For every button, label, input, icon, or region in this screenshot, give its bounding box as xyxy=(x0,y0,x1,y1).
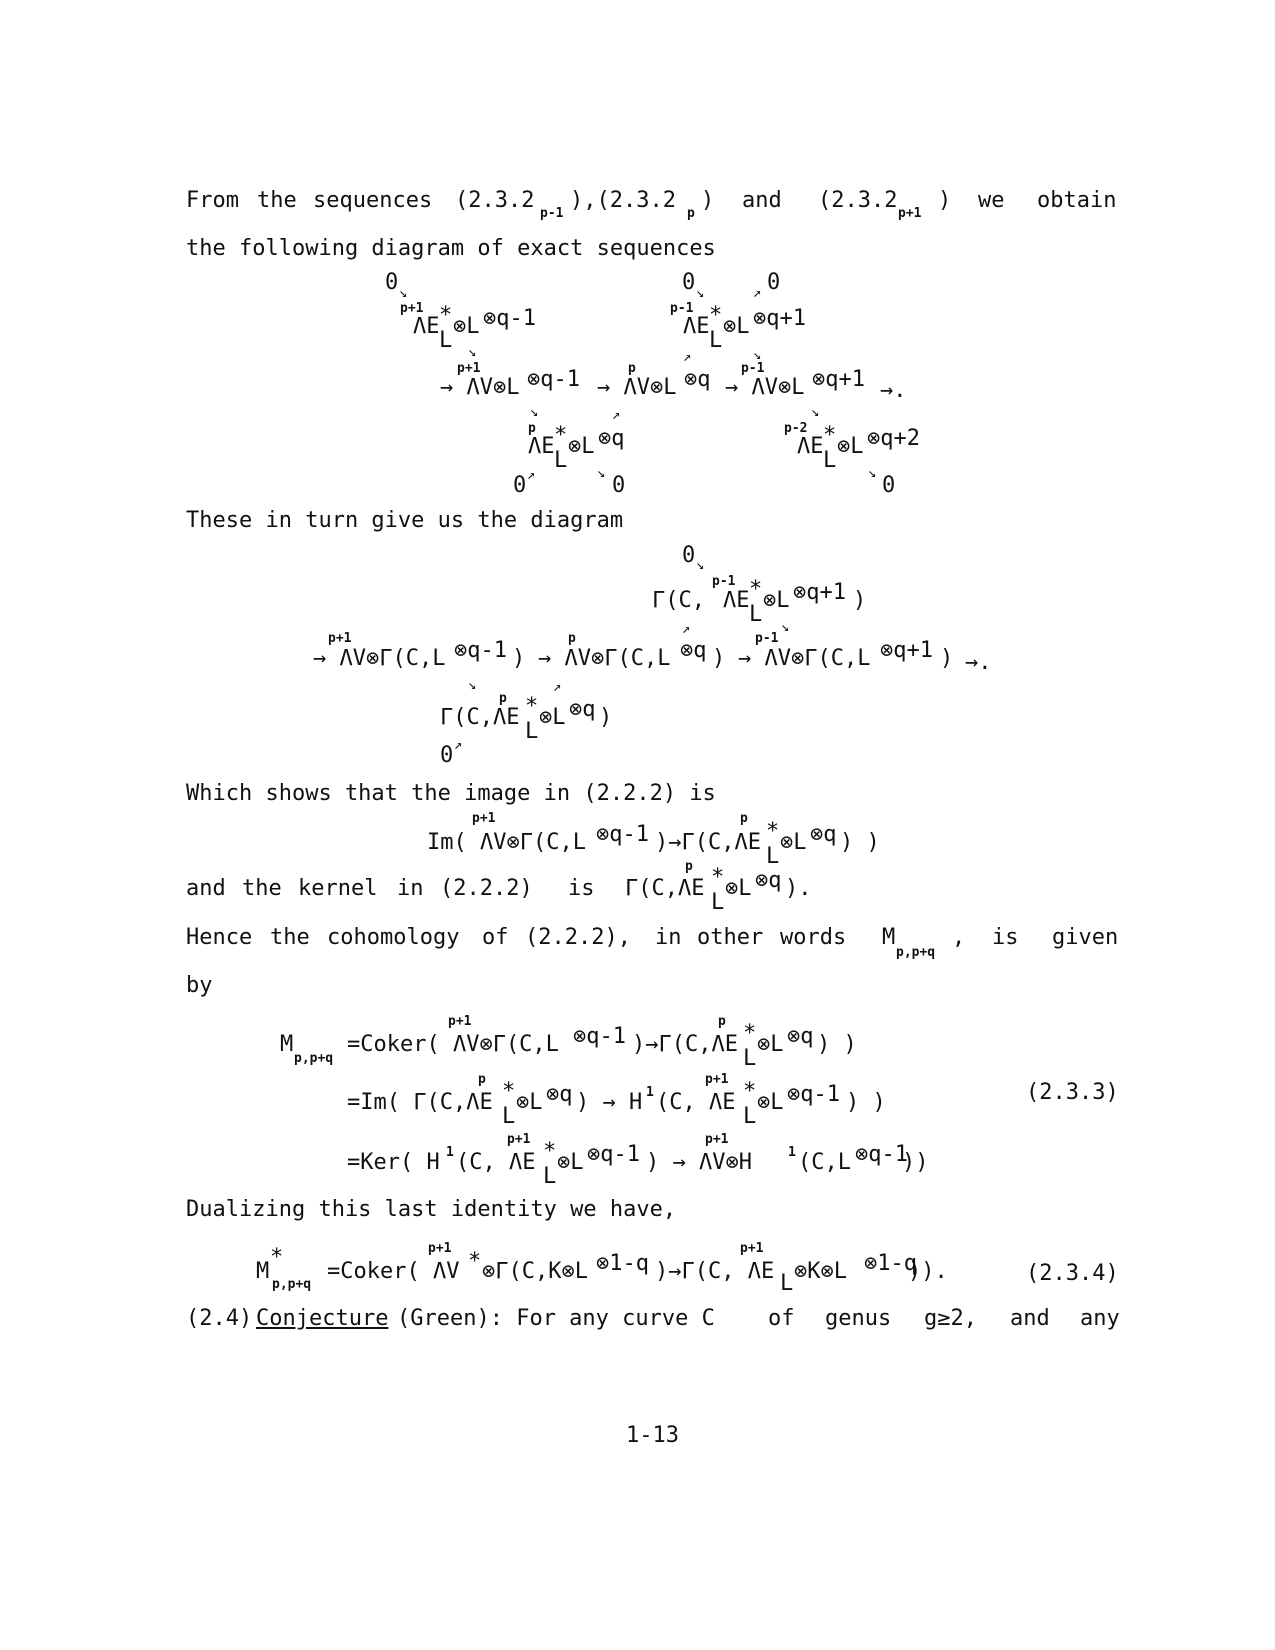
star: * xyxy=(711,865,725,890)
math-term: → ΛV⊗L xyxy=(597,375,677,400)
math-term: ) xyxy=(853,588,867,613)
exponent: ⊗q xyxy=(546,1082,573,1107)
exponent: ⊗q xyxy=(787,1024,814,1049)
exterior-power: p-1 xyxy=(741,361,765,376)
math-term: )) xyxy=(902,1150,929,1175)
subscript: p,p+q xyxy=(272,1277,312,1292)
math-term: )→Γ(C, ΛE xyxy=(655,1259,775,1284)
subscript: L xyxy=(780,1271,794,1296)
text-word: of xyxy=(482,925,509,950)
page-number: 1-13 xyxy=(626,1423,679,1448)
subscript: L xyxy=(709,328,723,353)
star: * xyxy=(743,1079,757,1104)
subscript: L xyxy=(525,719,539,744)
star: * xyxy=(525,694,539,719)
exponent: ⊗q-1 xyxy=(454,638,507,663)
exterior-power: p xyxy=(718,1014,726,1029)
exponent: ⊗q+2 xyxy=(867,426,920,451)
zero: 0 xyxy=(682,543,696,568)
text-word: words xyxy=(780,925,847,950)
math-term: ) ) xyxy=(817,1032,857,1057)
math-term: ⊗L xyxy=(763,588,790,613)
arrow-up-right: ↗ xyxy=(454,737,463,753)
text-word: Hence xyxy=(186,925,253,950)
math-term: )→Γ(C,ΛE xyxy=(655,830,761,855)
exterior-power: p-1 xyxy=(670,301,694,316)
text-word: is xyxy=(992,925,1019,950)
subscript: p+1 xyxy=(898,206,922,221)
subscript: p,p+q xyxy=(896,945,936,960)
text-word: given xyxy=(1052,925,1119,950)
math-term: (C,L xyxy=(798,1150,851,1175)
star: * xyxy=(270,1245,284,1270)
math-term: ΛE xyxy=(413,314,440,339)
text-word: (2.2.2), xyxy=(525,925,631,950)
subscript: p-1 xyxy=(540,206,564,221)
exterior-power: p+1 xyxy=(740,1241,764,1256)
math-term: ΛE xyxy=(683,314,710,339)
math-term: ⊗L xyxy=(568,434,595,459)
arrow-down-right: ↘ xyxy=(868,465,877,481)
subscript: L xyxy=(711,890,725,915)
math-term: Γ(C,ΛE xyxy=(625,876,705,901)
arrow-up-right: ↗ xyxy=(682,621,691,637)
subscript: L xyxy=(823,448,837,473)
exponent: 1 xyxy=(788,1145,796,1160)
math-term: ΛE xyxy=(723,588,750,613)
arrow-down-right: ↘ xyxy=(696,285,705,301)
exponent: ⊗q xyxy=(680,638,707,663)
exterior-power: p+1 xyxy=(400,301,424,316)
math-term: ⊗L xyxy=(723,314,750,339)
star: * xyxy=(543,1139,557,1164)
text-word: cohomology xyxy=(327,925,460,950)
arrow-up-right: ↗ xyxy=(553,679,562,695)
exterior-power: p+1 xyxy=(507,1132,531,1147)
zero: 0 xyxy=(682,270,696,295)
exponent: 1 xyxy=(446,1145,454,1160)
exponent: ⊗q xyxy=(684,367,711,392)
text-line: These in turn give us the diagram xyxy=(186,508,624,533)
exponent: ⊗q xyxy=(810,822,837,847)
star: * xyxy=(554,423,568,448)
exterior-power: p+1 xyxy=(472,811,496,826)
arrow-up-right: ↗ xyxy=(683,349,692,365)
exterior-power: p xyxy=(685,859,693,874)
text-word: obtain xyxy=(1037,188,1117,213)
subscript: L xyxy=(439,328,453,353)
math-term: M xyxy=(256,1259,270,1284)
star: * xyxy=(502,1079,516,1104)
text-word: the xyxy=(242,876,282,901)
math-term: ) xyxy=(599,705,613,730)
text-word: (Green): For any curve C xyxy=(397,1306,715,1331)
math-term: (C, ΛE xyxy=(656,1090,736,1115)
text-word: is xyxy=(568,876,595,901)
math-term: ⊗L xyxy=(837,434,864,459)
math-term: → ΛV⊗L xyxy=(440,375,520,400)
equation-label: (2.3.3) xyxy=(1026,1080,1119,1105)
math-term: )→Γ(C,ΛE xyxy=(632,1032,738,1057)
text-word: (2.2.2) xyxy=(440,876,533,901)
arrow-up-right: ↗ xyxy=(753,285,762,301)
exponent: ⊗q-1 xyxy=(587,1142,640,1167)
text-word: genus xyxy=(825,1306,892,1331)
exterior-power: p+1 xyxy=(457,361,481,376)
arrow-up-right: ↗ xyxy=(612,407,621,423)
exponent: ⊗q-1 xyxy=(483,306,536,331)
math-term: ⊗K⊗L xyxy=(794,1259,847,1284)
exterior-power: p xyxy=(528,421,536,436)
text-word: of xyxy=(768,1306,795,1331)
exponent: 1 xyxy=(646,1085,654,1100)
text-word: (2.3.2 xyxy=(818,188,898,213)
zero: 0 xyxy=(882,473,896,498)
math-term: =Coker( ΛV⊗Γ(C,L xyxy=(347,1032,559,1057)
exponent: ⊗q+1 xyxy=(812,367,865,392)
math-term: Γ(C,ΛE xyxy=(440,705,520,730)
text-word: M xyxy=(882,925,896,950)
math-term: =Im( Γ(C,ΛE xyxy=(347,1090,493,1115)
arrow-down-right: ↘ xyxy=(530,404,539,420)
math-term: ⊗L xyxy=(557,1150,584,1175)
star: * xyxy=(766,819,780,844)
subscript: L xyxy=(743,1046,757,1071)
math-term: ) xyxy=(512,646,526,671)
exterior-power: p+1 xyxy=(428,1241,452,1256)
exponent: ⊗q-1 xyxy=(596,822,649,847)
math-term: ) xyxy=(712,646,726,671)
math-term: ). xyxy=(785,876,812,901)
star: * xyxy=(743,1021,757,1046)
text-word: and xyxy=(1010,1306,1050,1331)
math-term: ⊗L xyxy=(725,876,752,901)
star: * xyxy=(439,303,453,328)
equation-label: (2.3.4) xyxy=(1026,1261,1119,1286)
arrow-down-right: ↘ xyxy=(696,557,705,573)
math-term: Γ(C, xyxy=(652,588,705,613)
exterior-power: p xyxy=(740,811,748,826)
exponent: ⊗q xyxy=(569,697,596,722)
zero: 0 xyxy=(767,270,781,295)
zero: 0 xyxy=(513,473,527,498)
text-line: Dualizing this last identity we have, xyxy=(186,1197,677,1222)
exponent: ⊗q-1 xyxy=(787,1082,840,1107)
text-word: any xyxy=(1080,1306,1120,1331)
math-term: ) → H xyxy=(576,1090,643,1115)
arrow-down-right: ↘ xyxy=(468,344,477,360)
text-word: other xyxy=(697,925,764,950)
exterior-power: p-1 xyxy=(755,631,779,646)
text-word: in xyxy=(655,925,682,950)
math-term: →. xyxy=(965,650,992,675)
subscript: L xyxy=(554,448,568,473)
exponent: ⊗q+1 xyxy=(793,580,846,605)
math-term: =Coker( ΛV xyxy=(327,1259,460,1284)
star: * xyxy=(749,577,763,602)
math-term: Im( ΛV⊗Γ(C,L xyxy=(427,830,586,855)
exponent: ⊗q-1 xyxy=(527,367,580,392)
math-term: ⊗Γ(C,K⊗L xyxy=(482,1259,588,1284)
math-term: )). xyxy=(908,1259,948,1284)
arrow-down-right: ↘ xyxy=(597,465,606,481)
text-word: g≥2, xyxy=(924,1306,977,1331)
text-word: ) xyxy=(938,188,952,213)
arrow-down-right: ↘ xyxy=(811,404,820,420)
text-word: ),(2.3.2 xyxy=(570,188,676,213)
subscript: L xyxy=(743,1104,757,1129)
text-word: the xyxy=(270,925,310,950)
text-word: , xyxy=(952,925,966,950)
subscript: p xyxy=(687,206,695,221)
exterior-power: p-1 xyxy=(712,574,736,589)
text-word: the xyxy=(257,188,297,213)
exponent: ⊗q+1 xyxy=(880,638,933,663)
arrow-down-right: ↘ xyxy=(753,347,762,363)
text-word: kernel xyxy=(298,876,378,901)
math-term: ΛE xyxy=(797,434,824,459)
exterior-power: p+1 xyxy=(448,1014,472,1029)
math-term: ) ) xyxy=(846,1090,886,1115)
math-term: ⊗L xyxy=(516,1090,543,1115)
exterior-power: p+1 xyxy=(705,1132,729,1147)
arrow-down-right: ↘ xyxy=(781,619,790,635)
text-word: (2.3.2 xyxy=(455,188,535,213)
text-line: by xyxy=(186,973,213,998)
star: * xyxy=(823,423,837,448)
exterior-power: p xyxy=(628,361,636,376)
math-term: M xyxy=(280,1032,294,1057)
text-word: in xyxy=(397,876,424,901)
text-word: ) xyxy=(701,188,715,213)
text-word: and xyxy=(186,876,226,901)
exponent: ⊗q-1 xyxy=(573,1024,626,1049)
math-term: → ΛV⊗Γ(C,L xyxy=(538,646,671,671)
section-number: (2.4) xyxy=(186,1306,253,1331)
math-term: =Ker( H xyxy=(347,1150,440,1175)
arrow-up-right: ↗ xyxy=(527,467,536,483)
zero: 0 xyxy=(385,270,399,295)
exterior-power: p+1 xyxy=(328,631,352,646)
math-term: ⊗L xyxy=(757,1032,784,1057)
subscript: L xyxy=(543,1164,557,1189)
math-term: ⊗L xyxy=(757,1090,784,1115)
subscript: L xyxy=(766,844,780,869)
math-term: → ΛV⊗Γ(C,L xyxy=(738,646,871,671)
conjecture-title: Conjecture xyxy=(256,1306,389,1331)
text-line: the following diagram of exact sequences xyxy=(186,236,716,261)
subscript: L xyxy=(749,602,763,627)
subscript: p,p+q xyxy=(294,1051,334,1066)
exponent: ⊗1-q xyxy=(596,1251,649,1276)
math-term: ) xyxy=(940,646,954,671)
text-word: we xyxy=(978,188,1005,213)
math-term: ) → ΛV⊗H xyxy=(646,1150,752,1175)
exponent: ⊗q xyxy=(598,426,625,451)
math-term: → ΛV⊗L xyxy=(725,375,805,400)
text-word: and xyxy=(742,188,782,213)
math-term: → ΛV⊗Γ(C,L xyxy=(313,646,446,671)
star: * xyxy=(468,1249,482,1274)
exterior-power: p-2 xyxy=(784,421,808,436)
math-term: ) ) xyxy=(840,830,880,855)
exterior-power: p+1 xyxy=(705,1072,729,1087)
exponent: ⊗1-q xyxy=(864,1251,917,1276)
arrow-down-right: ↘ xyxy=(399,285,408,301)
exponent: ⊗q-1 xyxy=(855,1142,908,1167)
math-term: →. xyxy=(880,378,907,403)
exponent: ⊗q+1 xyxy=(753,306,806,331)
text-word: From xyxy=(186,188,239,213)
exterior-power: p xyxy=(478,1072,486,1087)
math-term: ⊗L xyxy=(780,830,807,855)
zero: 0 xyxy=(440,743,454,768)
text-line: Which shows that the image in (2.2.2) is xyxy=(186,781,716,806)
exponent: ⊗q xyxy=(755,868,782,893)
math-term: ΛE xyxy=(528,434,555,459)
math-term: ⊗L xyxy=(453,314,480,339)
text-word: sequences xyxy=(313,188,433,213)
math-term: ⊗L xyxy=(539,705,566,730)
exterior-power: p xyxy=(568,631,576,646)
exterior-power: p xyxy=(499,691,507,706)
zero: 0 xyxy=(612,473,626,498)
star: * xyxy=(709,303,723,328)
arrow-down-right: ↘ xyxy=(468,677,477,693)
subscript: L xyxy=(502,1104,516,1129)
math-term: (C, ΛE xyxy=(456,1150,536,1175)
